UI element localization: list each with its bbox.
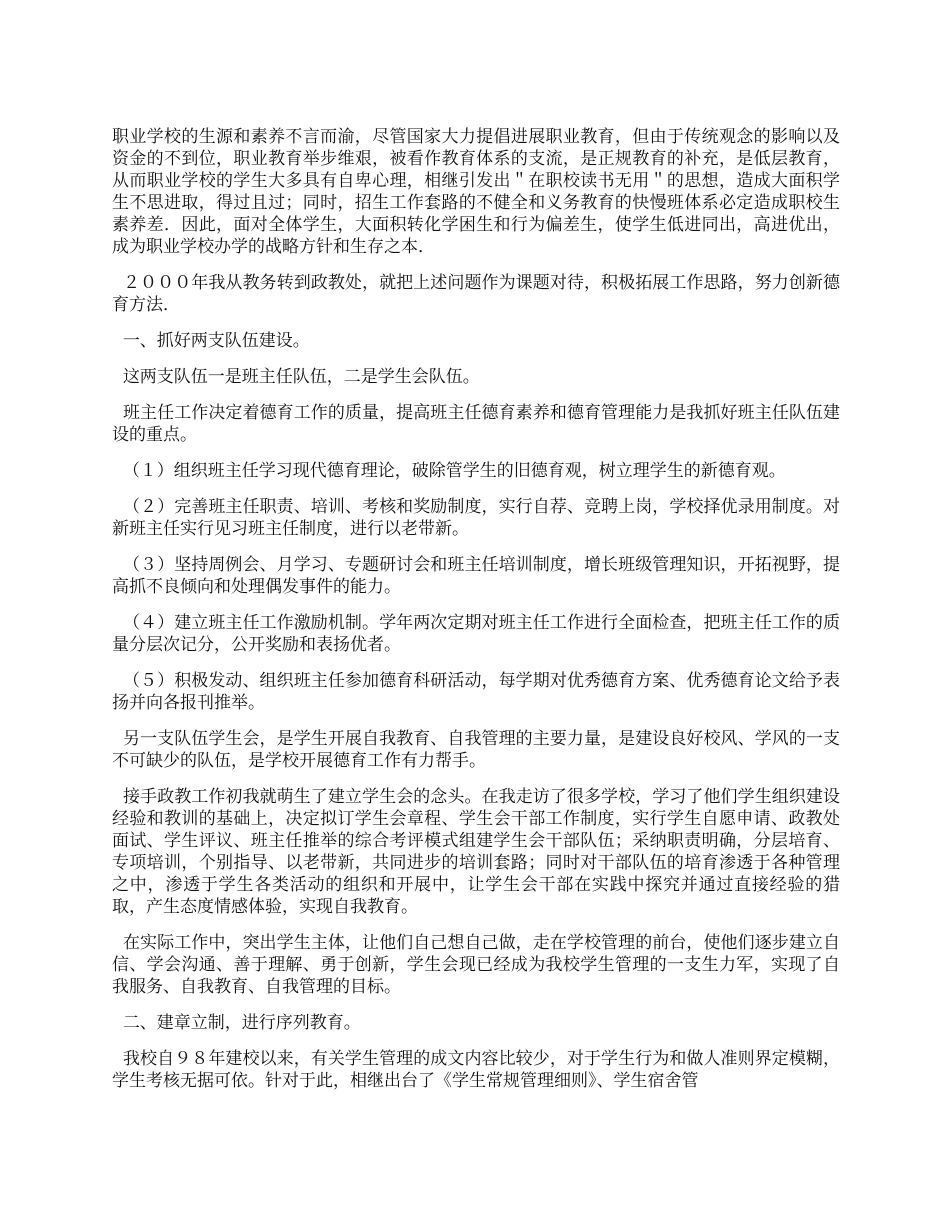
section-heading: 二、建章立制，进行序列教育。 — [112, 1013, 361, 1033]
section-heading: 一、抓好两支队伍建设。 — [112, 331, 310, 351]
list-item: （２）完善班主任职责、培训、考核和奖励制度，实行自荐、竞聘上岗，学校择优录用制度。对新班主任实行见习班主任制度，进行以老带新。 — [112, 497, 841, 539]
list-item: （１）组织班主任学习现代德育理论，破除管学生的旧德育观，树立理学生的新德育观。 — [112, 461, 786, 481]
paragraph: 接手政教工作初我就萌生了建立学生会的念头。在我走访了很多学校，学习了他们学生组织建设经验和教训的基础上，决定拟订学生会章程、学生会干部工作制度，实行学生自愿申请、政教处面试、学生评议、班主任推举的综合考评模式组建学生会干部队伍；采纳职责明确，分层培育、专项培训，个别指导、以老带新，共同进步的培训套路；同时对干部队伍的培育渗透于各种管理之中，渗透于学生各类活动的组织和开展中，让学生会干部在实践中探究并通过直接经验的猎取，产生态度情感体验，实现自我教育。 — [112, 787, 841, 917]
paragraph: 这两支队伍一是班主任队伍，二是学生会队伍。 — [112, 367, 480, 387]
paragraph: 职业学校的生源和素养不言而渝，尽管国家大力提倡进展职业教育，但由于传统观念的影响以及资金的不到位，职业教育举步维艰，被看作教育体系的支流，是正规教育的补充，是低层教育，从而职业学校的学生大多具有自卑心理，相继引发出＂在职校读书无用＂的思想，造成大面积学生不思进取，得过且过；同时，招生工作套路的不健全和义务教育的快慢班体系必定造成职校生素养差．因此，面对全体学生，大面积转化学困生和行为偏差生，使学生低进同出，高进优出，成为职业学校办学的战略方针和生存之本． — [112, 127, 840, 257]
paragraph: 另一支队伍学生会，是学生开展自我教育、自我管理的主要力量，是建设良好校风、学风的一支不可缺少的队伍，是学校开展德育工作有力帮手。 — [112, 729, 841, 771]
paragraph: 在实际工作中，突出学生主体，让他们自己想自己做，走在学校管理的前台，使他们逐步建立自信、学会沟通、善于理解、勇于创新，学生会现已经成为我校学生管理的一支生力军，实现了自我服务、自我教育、自我管理的目标。 — [112, 933, 841, 997]
list-item: （３）坚持周例会、月学习、专题研讨会和班主任培训制度，增长班级管理知识，开拓视野，提高抓不良倾向和处理偶发事件的能力。 — [112, 555, 841, 597]
paragraph: 我校自９８年建校以来，有关学生管理的成文内容比较少，对于学生行为和做人准则界定模糊，学生考核无据可依。针对于此，相继出台了《学生常规管理细则》、学生宿舍管 — [112, 1049, 841, 1091]
paragraph: ２０００年我从教务转到政教处，就把上述问题作为课题对待，积极拓展工作思路，努力创新德育方法． — [112, 273, 841, 315]
document-body — [112, 126, 840, 1106]
list-item: （４）建立班主任工作激励机制。学年两次定期对班主任工作进行全面检查，把班主任工作的质量分层次记分，公开奖励和表扬优者。 — [112, 613, 841, 655]
list-item: （５）积极发动、组织班主任参加德育科研活动，每学期对优秀德育方案、优秀德育论文给予表扬并向各报刊推举。 — [112, 671, 841, 713]
paragraph: 班主任工作决定着德育工作的质量，提高班主任德育素养和德育管理能力是我抓好班主任队伍建设的重点。 — [112, 403, 841, 445]
